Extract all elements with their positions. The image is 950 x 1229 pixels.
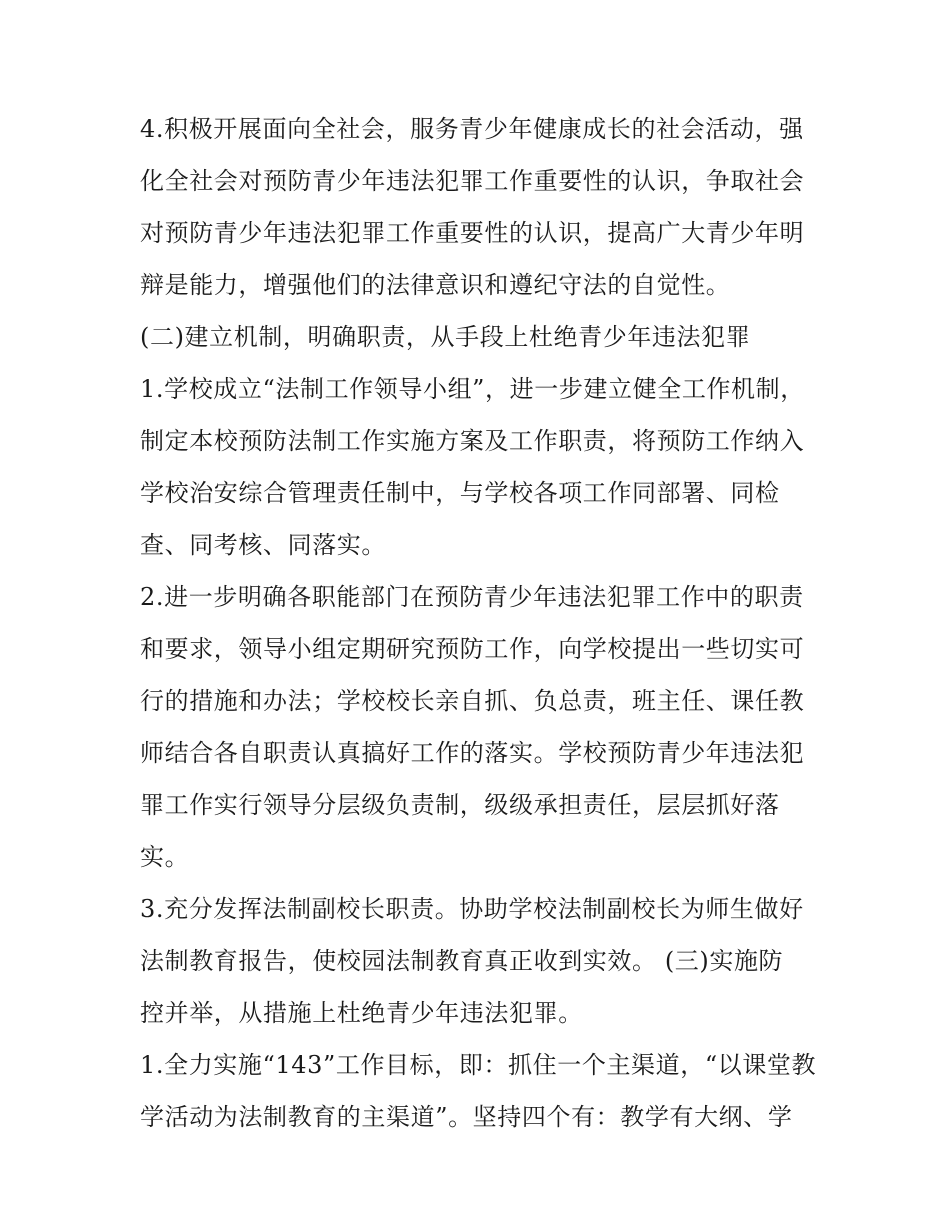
text-line-8: 学校治安综合管理责任制中，与学校各项工作同部署、同检 — [140, 479, 780, 507]
text-line-17: 法制教育报告，使校园法制教育真正收到实效。 (三)实施防 — [140, 947, 784, 975]
text-line-14: 罪工作实行领导分层级负责制，级级承担责任，层层抓好落 — [140, 791, 780, 819]
text-line-16: 3.充分发挥法制副校长职责。协助学校法制副校长为师生做好 — [140, 895, 804, 923]
document-body — [140, 103, 820, 1143]
text-line-20: 学活动为法制教育的主渠道”。坚持四个有：教学有大纲、学 — [140, 1103, 793, 1131]
text-line-1: 4.积极开展面向全社会，服务青少年健康成长的社会活动，强 — [140, 115, 804, 143]
text-line-19: 1.全力实施“143”工作目标，即：抓住一个主渠道，“以课堂教 — [140, 1051, 817, 1079]
text-line-6: 1.学校成立“法制工作领导小组”，进一步建立健全工作机制， — [140, 375, 805, 403]
text-line-9: 查、同考核、同落实。 — [140, 531, 386, 559]
text-line-4: 辩是能力，增强他们的法律意识和遵纪守法的自觉性。 — [140, 271, 731, 299]
section-heading-2: (二)建立机制，明确职责，从手段上杜绝青少年违法犯罪 — [140, 323, 751, 351]
text-line-10: 2.进一步明确各职能部门在预防青少年违法犯罪工作中的职责 — [140, 583, 804, 611]
text-line-7: 制定本校预防法制工作实施方案及工作职责，将预防工作纳入 — [140, 427, 805, 455]
text-line-18: 控并举，从措施上杜绝青少年违法犯罪。 — [140, 999, 583, 1027]
text-line-12: 行的措施和办法；学校校长亲自抓、负总责，班主任、课任教 — [140, 687, 805, 715]
text-line-11: 和要求，领导小组定期研究预防工作，向学校提出一些切实可 — [140, 635, 805, 663]
text-line-13: 师结合各自职责认真搞好工作的落实。学校预防青少年违法犯 — [140, 739, 805, 767]
text-line-3: 对预防青少年违法犯罪工作重要性的认识，提高广大青少年明 — [140, 219, 805, 247]
text-line-15: 实。 — [140, 843, 190, 871]
text-line-2: 化全社会对预防青少年违法犯罪工作重要性的认识，争取社会 — [140, 167, 805, 195]
